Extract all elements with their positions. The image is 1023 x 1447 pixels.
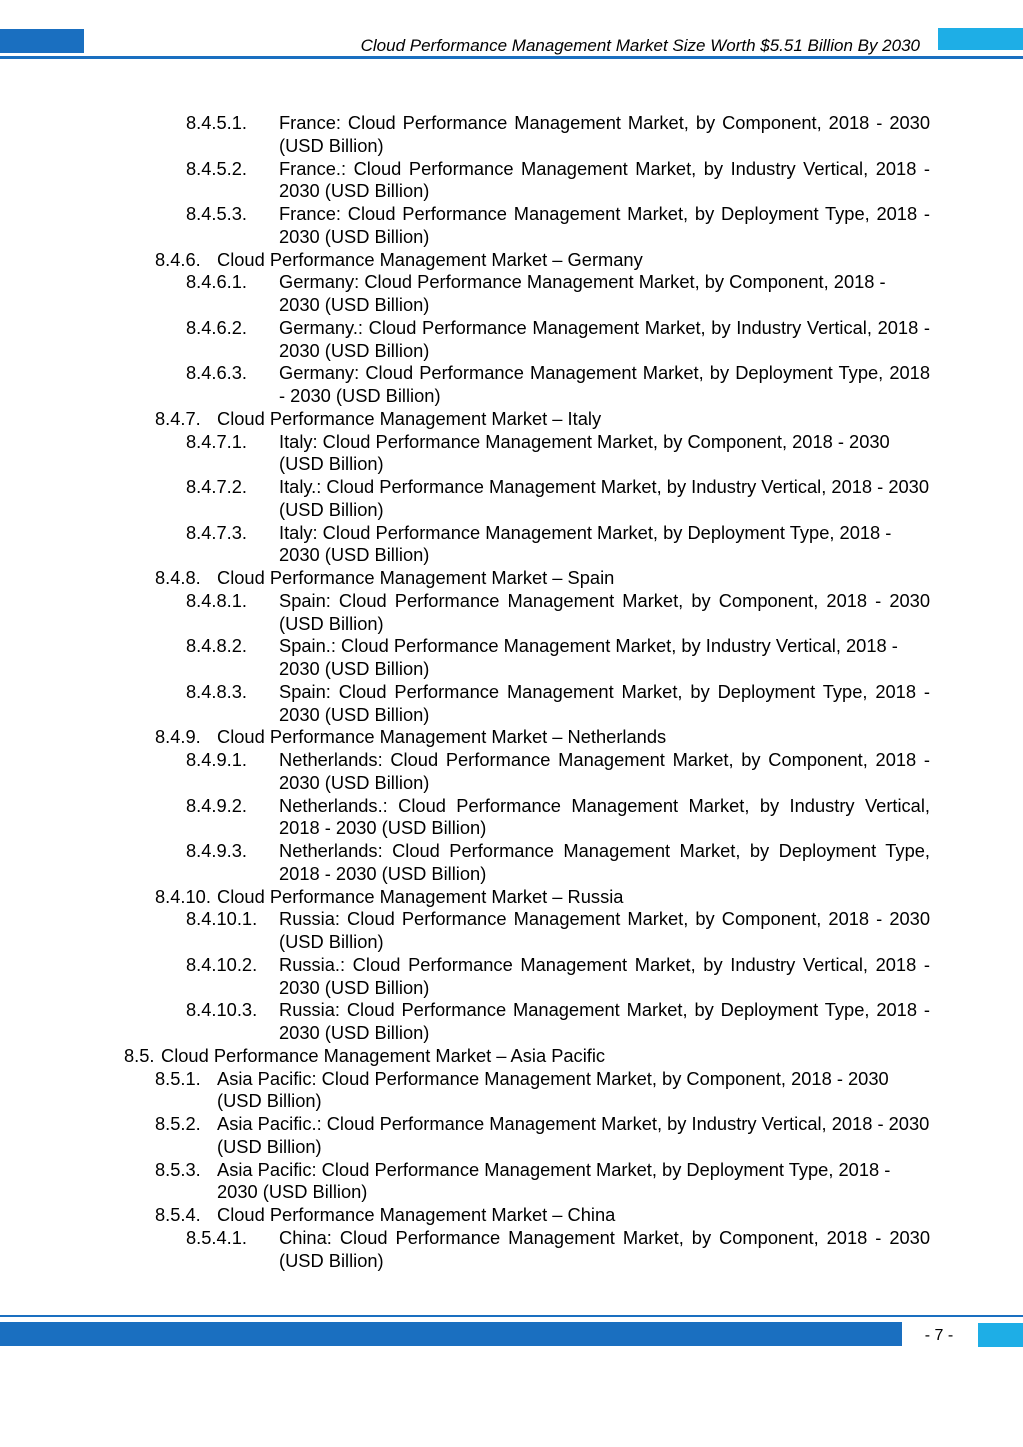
toc-entry [0, 362, 930, 408]
toc-entry-number: 8.4.10.1. [186, 908, 258, 930]
toc-entry [0, 999, 930, 1045]
toc-entry [0, 249, 930, 272]
header-rule [0, 56, 1023, 59]
toc-entry [0, 840, 930, 886]
toc-entry-text: Cloud Performance Management Market – Italy [217, 407, 602, 429]
toc-entry-text: Netherlands.: Cloud Performance Management Market, by Industry Vertical, 2018 - 2030 (USD Billion) [279, 794, 930, 839]
toc-entry [0, 1204, 930, 1227]
toc-entry-number: 8.4.10. [155, 885, 211, 907]
toc-entry-text: Asia Pacific: Cloud Performance Management Market, by Deployment Type, 2018 - 2030 (USD Billion) [217, 1158, 891, 1203]
toc-entry-number: 8.4.7.1. [186, 430, 247, 452]
toc-entry [0, 1068, 930, 1114]
toc-entry-number: 8.5.4.1. [186, 1226, 247, 1248]
toc-entry-text: France: Cloud Performance Management Market, by Component, 2018 - 2030 (USD Billion) [279, 112, 930, 156]
toc-entry [0, 1227, 930, 1273]
toc-entry [0, 203, 930, 249]
toc-entry [0, 908, 930, 954]
page-header-title: Cloud Performance Management Market Size Worth $5.51 Billion By 2030 [360, 36, 920, 55]
toc-entry-text: Netherlands: Cloud Performance Management Market, by Deployment Type, 2018 - 2030 (USD Billion) [279, 840, 930, 884]
toc-entry-number: 8.4.10.2. [186, 953, 258, 975]
toc-entry-text: Russia: Cloud Performance Management Market, by Deployment Type, 2018 - 2030 (USD Billion) [279, 999, 930, 1043]
toc-entry [0, 317, 930, 363]
toc-entry-number: 8.4.9.1. [186, 749, 247, 770]
toc-entry [0, 476, 930, 522]
toc-entry [0, 681, 930, 727]
toc-entry-text: Cloud Performance Management Market – Russia [217, 885, 624, 907]
toc-entry-number: 8.4.10.3. [186, 999, 258, 1021]
toc-entry-number: 8.4.8.3. [186, 680, 247, 702]
toc-entry-text: Russia.: Cloud Performance Management Market, by Industry Vertical, 2018 - 2030 (USD Billion) [279, 953, 930, 998]
toc-entry-number: 8.4.9.2. [186, 794, 247, 816]
toc-entry-text: Russia: Cloud Performance Management Market, by Component, 2018 - 2030 (USD Billion) [279, 908, 930, 952]
toc-entry [0, 886, 930, 909]
toc-entry-number: 8.5.3. [155, 1158, 201, 1180]
toc-entry-text: Asia Pacific: Cloud Performance Management Market, by Component, 2018 - 2030 (USD Billion) [217, 1067, 889, 1112]
toc-entry-text: Spain: Cloud Performance Management Market, by Component, 2018 - 2030 (USD Billion) [279, 589, 930, 634]
toc-entry-text: Germany.: Cloud Performance Management Market, by Industry Vertical, 2018 - 2030 (USD Billion) [279, 316, 930, 361]
toc-entry-number: 8.4.8.1. [186, 589, 247, 611]
page-number: - 7 - [924, 1327, 954, 1344]
footer-accent-bar [0, 1322, 902, 1346]
toc-entry-text: Italy: Cloud Performance Management Market, by Deployment Type, 2018 - 2030 (USD Billion) [279, 521, 892, 566]
toc-entry-number: 8.4.6. [155, 248, 201, 270]
toc-entry [0, 726, 930, 749]
toc-entry-number: 8.4.5.3. [186, 203, 247, 224]
toc-entry-number: 8.4.8.2. [186, 635, 247, 657]
toc-entry-number: 8.4.6.2. [186, 316, 247, 338]
toc-entry-text: France.: Cloud Performance Management Market, by Industry Vertical, 2018 - 2030 (USD Billion) [279, 157, 930, 202]
header-accent-block-right [938, 28, 1023, 50]
toc-entry-number: 8.4.9.3. [186, 840, 247, 861]
footer-accent-block-right [978, 1323, 1023, 1347]
toc-entry [0, 408, 930, 431]
table-of-contents [0, 112, 1023, 1272]
toc-entry [0, 635, 930, 681]
toc-entry [0, 795, 930, 841]
toc-entry-text: Cloud Performance Management Market – China [217, 1204, 616, 1225]
toc-entry [0, 431, 930, 477]
toc-entry-number: 8.5.1. [155, 1067, 201, 1089]
toc-entry-number: 8.4.9. [155, 726, 201, 748]
toc-entry-number: 8.4.8. [155, 567, 201, 588]
toc-entry-text: France: Cloud Performance Management Market, by Deployment Type, 2018 - 2030 (USD Billion) [279, 203, 930, 247]
toc-entry-text: Spain: Cloud Performance Management Market, by Deployment Type, 2018 - 2030 (USD Billion) [279, 680, 930, 725]
toc-entry [0, 590, 930, 636]
toc-entry-text: Cloud Performance Management Market – Asia Pacific [161, 1044, 606, 1066]
toc-entry-text: Cloud Performance Management Market – Netherlands [217, 726, 667, 748]
toc-entry-text: Netherlands: Cloud Performance Management Market, by Component, 2018 - 2030 (USD Billion) [279, 749, 930, 793]
toc-entry-text: Asia Pacific.: Cloud Performance Management Market, by Industry Vertical, 2018 - 2030 (USD Billion) [217, 1113, 930, 1157]
toc-entry [0, 1113, 930, 1159]
toc-entry-number: 8.4.7. [155, 407, 201, 429]
toc-entry-number: 8.5.4. [155, 1204, 201, 1225]
toc-entry-number: 8.4.7.2. [186, 476, 247, 497]
toc-entry-text: China: Cloud Performance Management Market, by Component, 2018 - 2030 (USD Billion) [279, 1226, 930, 1271]
toc-entry [0, 954, 930, 1000]
toc-entry-number: 8.5. [124, 1044, 155, 1066]
toc-entry [0, 112, 930, 158]
toc-entry [0, 271, 930, 317]
toc-entry-text: Germany: Cloud Performance Management Market, by Deployment Type, 2018 - 2030 (USD Billion) [279, 362, 930, 406]
toc-entry [0, 567, 930, 590]
toc-entry-text: Italy: Cloud Performance Management Market, by Component, 2018 - 2030 (USD Billion) [279, 430, 890, 475]
footer-rule [0, 1315, 1023, 1317]
toc-entry-text: Germany: Cloud Performance Management Market, by Component, 2018 - 2030 (USD Billion) [279, 271, 886, 315]
toc-entry-text: Cloud Performance Management Market – Germany [217, 248, 643, 270]
toc-entry-number: 8.4.7.3. [186, 521, 247, 543]
toc-entry [0, 522, 930, 568]
toc-entry [0, 749, 930, 795]
header-accent-block-left [0, 29, 84, 53]
toc-entry-number: 8.4.5.1. [186, 112, 247, 133]
toc-entry [0, 158, 930, 204]
toc-entry-text: Spain.: Cloud Performance Management Market, by Industry Vertical, 2018 - 2030 (USD Billion) [279, 635, 898, 679]
toc-entry-text: Cloud Performance Management Market – Spain [217, 567, 615, 588]
toc-entry-number: 8.5.2. [155, 1113, 201, 1134]
toc-entry-number: 8.4.6.1. [186, 271, 247, 293]
toc-entry-text: Italy.: Cloud Performance Management Market, by Industry Vertical, 2018 - 2030 (USD Billion) [279, 476, 929, 520]
toc-entry-number: 8.4.5.2. [186, 157, 247, 179]
toc-entry [0, 1045, 930, 1068]
toc-entry [0, 1159, 930, 1205]
toc-entry-number: 8.4.6.3. [186, 362, 247, 384]
